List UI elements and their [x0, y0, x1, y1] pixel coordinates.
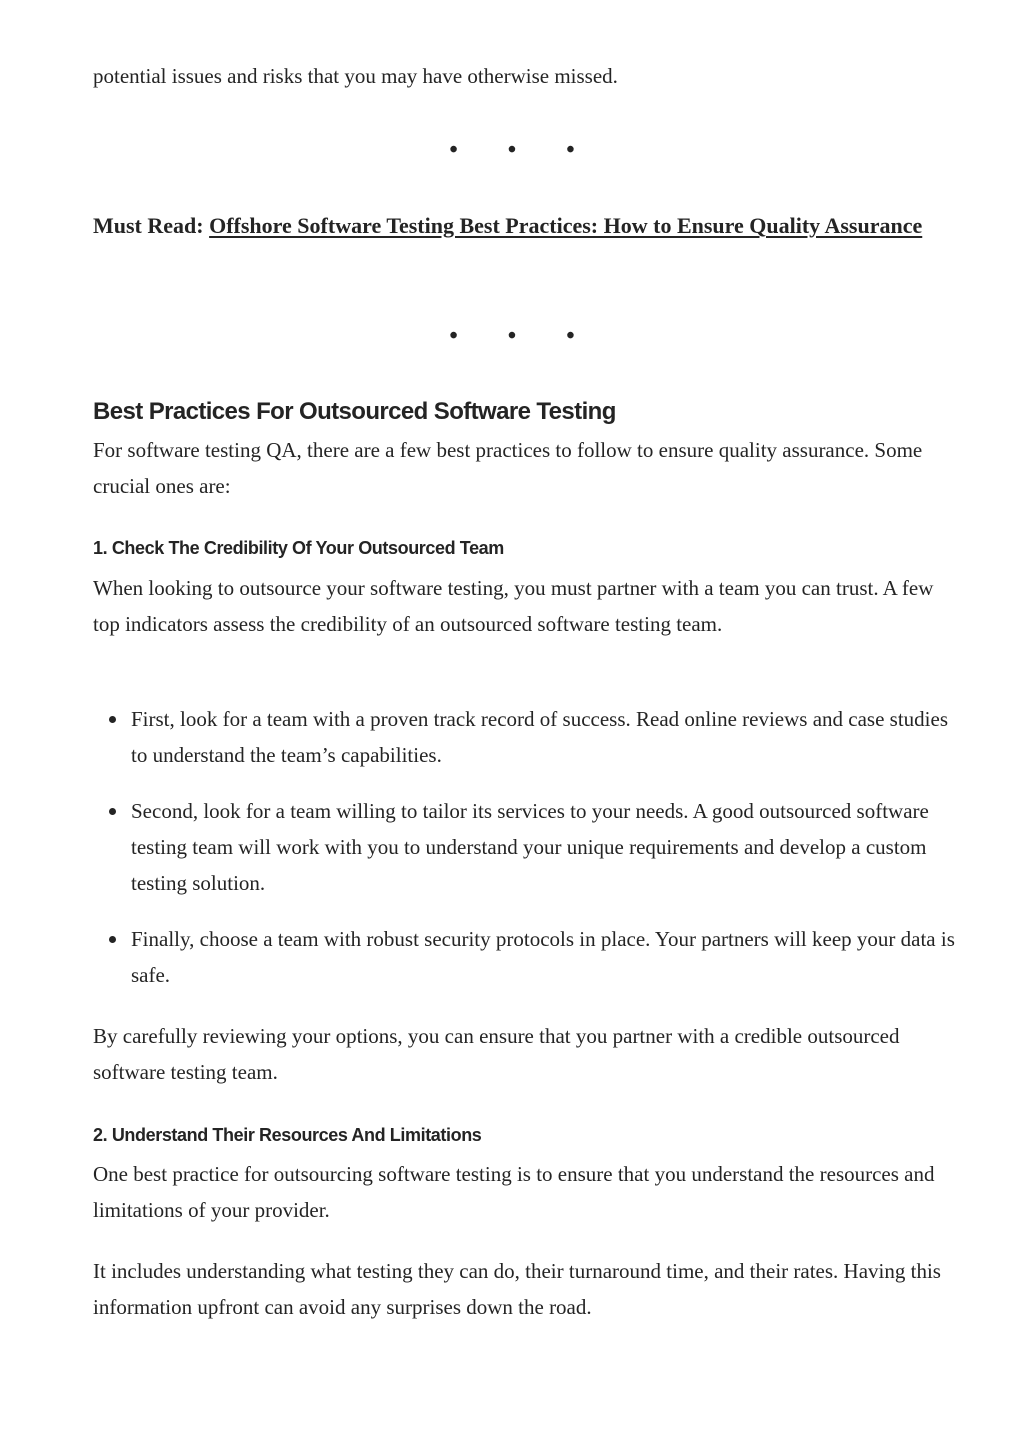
subsection-heading-resources: 2. Understand Their Resources And Limitations: [93, 1125, 482, 1145]
lead-paragraph: potential issues and risks that you may have otherwise missed.: [93, 64, 618, 88]
section-separator: • • •: [449, 137, 597, 163]
list-item-text: First, look for a team with a proven track record of success. Read online reviews and case studies to understand the team’s capabilities.: [131, 707, 948, 767]
credibility-closing-paragraph: By carefully reviewing your options, you can ensure that you partner with a credible outsourced software testing team.: [93, 1024, 900, 1084]
bullet-icon: [109, 808, 116, 815]
subsection-heading-credibility: 1. Check The Credibility Of Your Outsourced Team: [93, 538, 504, 558]
resources-paragraph-2: It includes understanding what testing they can do, their turnaround time, and their rates. Having this information upfront can avoid any surprises down the road.: [93, 1259, 941, 1319]
list-item-text: Finally, choose a team with robust security protocols in place. Your partners will keep your data is safe.: [131, 927, 955, 987]
credibility-bullet-list: [93, 701, 963, 1013]
list-item-text: Second, look for a team willing to tailor its services to your needs. A good outsourced software testing team will work with you to understand your unique requirements and develop a custom testing solution.: [131, 799, 929, 895]
must-read-label: Must Read:: [93, 213, 210, 238]
section-heading: Best Practices For Outsourced Software Testing: [93, 398, 616, 425]
list-item: [93, 701, 963, 773]
bullet-icon: [109, 716, 116, 723]
section-separator: • • •: [449, 323, 597, 349]
must-read-callout: [93, 208, 953, 243]
section-intro-paragraph: For software testing QA, there are a few best practices to follow to ensure quality assurance. Some crucial ones are:: [93, 438, 923, 498]
credibility-paragraph: When looking to outsource your software testing, you must partner with a team you can trust. A few top indicators assess the credibility of an outsourced software testing team.: [93, 576, 934, 636]
bullet-icon: [109, 936, 116, 943]
list-item: [93, 793, 963, 901]
must-read-link[interactable]: Offshore Software Testing Best Practices: How to Ensure Quality Assurance: [209, 213, 923, 238]
resources-paragraph-1: One best practice for outsourcing software testing is to ensure that you understand the resources and limitations of your provider.: [93, 1162, 935, 1222]
list-item: [93, 921, 963, 993]
